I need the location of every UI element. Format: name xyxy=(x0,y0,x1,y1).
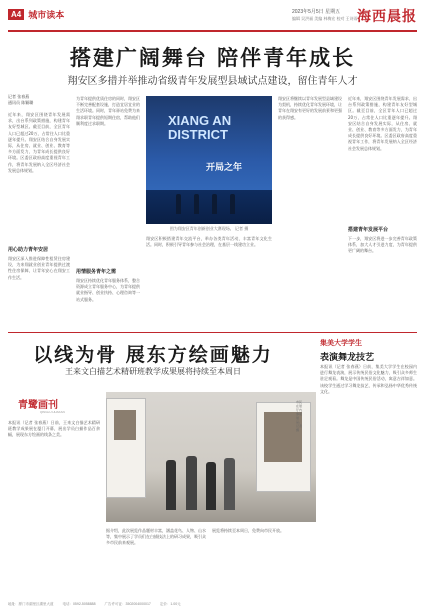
visitor-figure xyxy=(206,462,216,510)
photo-stage xyxy=(146,190,272,224)
sidebar-headline: 表演舞龙技艺 xyxy=(320,353,375,363)
section-badge xyxy=(8,8,64,21)
article1-col4b: 下一步，翔安区将进一步完善青年政策体系，加大人才引进力度，为青年提供更广阔的舞台。 xyxy=(348,236,417,254)
footer-phone: 电话：0592-5058888 xyxy=(62,602,96,606)
sidebar-body: 本报讯（记者 张春燕）日前，集美大学学生在校园内进行舞龙表演，展示传统民俗文化魅力，吸引众多师生驻足观看。舞龙是中国传统民俗活动，寓意吉祥如意。该校学生通过学习舞龙技艺，传承和弘扬中华优秀传统文化。 xyxy=(320,364,417,394)
article1-subtitle: 翔安区多措并举推动省级青年发展型县域试点建设，留住青年人才 xyxy=(67,76,358,87)
article2-col1: 本报讯（记者 张春燕）日前，王来文白描艺术精研班教学成果展在厦门开幕，展出学员白描作品百余幅，展现东方绘画的线条之美。 xyxy=(8,420,100,438)
footer-price: 定价：1.00元 xyxy=(159,602,181,606)
photo-person xyxy=(230,194,235,214)
article1-subhead3: 搭建青年发展平台 xyxy=(348,227,389,233)
article1-col1: 近年来，翔安区围绕青年发展需求，出台系列政策措施，构建青年友好型城区。截至目前，全区青年人口已超过20万，占常住人口比重逐年提升。翔安区结合自身发展实际，从住房、就业、创业、教育等多方面发力，为青年成长提供良好环境。区委区政府高度重视青年工作，将青年发展纳入全区经济社会发展总体规划。 xyxy=(8,112,70,173)
article1-photo-caption: 图为翔安区青年创新创业大赛现场。 记者 摄 xyxy=(169,226,249,231)
photo-person xyxy=(176,194,181,214)
article2-col3: 展览将持续至本周日，免费向市民开放。 xyxy=(212,528,284,533)
article1-col3: 翔安区积极搭建青年交流平台，举办各类青年活动，丰富青年文化生活。同时，积极引导青年参与社会治理，在基层一线建功立业。 xyxy=(146,236,272,248)
article1-subhead2: 用情服务青年之需 xyxy=(76,269,117,275)
artwork xyxy=(114,410,136,440)
section-number: A4 xyxy=(8,9,24,20)
article1-byline xyxy=(8,94,33,106)
calligraphy-logo: 青鹭画刊 xyxy=(18,400,58,411)
photo-person xyxy=(194,194,199,214)
byline-reporter: 记者 张春燕 xyxy=(8,94,30,99)
article2-title: 以线为骨 展东方绘画魅力 xyxy=(33,344,273,366)
header-rule xyxy=(8,30,417,32)
article1-col1b: 翔安区深入推进保障性租赁住房建设，为来翔就业创业青年提供过渡性住房保障，让青年安心在翔安工作生活。 xyxy=(8,256,70,280)
article1-col4: 翔安区将继续以青年发展型县域建设为契机，持续优化青年发展环境，让青年在翔安有更好的发展前景和更强的获得感。 xyxy=(278,96,342,120)
article1-photo xyxy=(146,96,272,224)
article2-photo-caption: 市民在展厅内参观展品。 记者 摄 xyxy=(296,400,303,432)
issue-date: 2023年5月5日 星期五 xyxy=(292,9,341,15)
visitor-figure xyxy=(166,460,176,510)
page-header xyxy=(8,6,417,30)
article1-title: 搭建广阔舞台 陪伴青年成长 xyxy=(69,46,356,70)
article1-col2b: 翔安区持续优化青年服务体系，整合资源成立青年服务中心，为青年提供就业指导、创业扶持、心理咨询等一站式服务。 xyxy=(76,278,140,302)
article2-photo xyxy=(106,392,316,522)
section-divider xyxy=(8,332,417,333)
footer-license: 广告许可证：3502004000017 xyxy=(104,602,151,606)
editor-credits: 编辑 吴洪福 美编 林梅宏 校对 王诗雨 xyxy=(292,16,358,21)
section-name: 城市读本 xyxy=(28,11,65,21)
article1-subhead1: 用心助力青年安居 xyxy=(8,247,49,253)
footer-address: 地址：厦门市湖里区湖里大道 xyxy=(8,602,54,606)
visitor-figure xyxy=(186,456,197,510)
photo-seal-text: 开局之年 xyxy=(206,163,243,173)
visitor-figure xyxy=(224,458,235,510)
page-footer xyxy=(8,602,417,607)
article1-col2: 为青年提供优质住房的同时，翔安区不断完善配套设施，打造宜居宜业的生活环境。同时，青年驿站免费为来翔求职青年提供短期住宿，帮助他们顺利度过求职期。 xyxy=(76,96,140,126)
sidebar-kicker: 集美大学学生 xyxy=(320,339,362,347)
newspaper-logo: 海西晨报 xyxy=(357,9,417,25)
calligraphy-subtitle: QINGLU HUAKAN xyxy=(40,410,65,414)
byline-correspondent: 通讯员 陈颖璐 xyxy=(8,100,34,105)
photo-stage-text: XIANG AN DISTRICT xyxy=(168,113,232,142)
article1-col5: 近年来，翔安区围绕青年发展需求，出台系列政策措施，构建青年友好型城区。截至目前，全区青年人口已超过20万，占常住人口比重逐年提升。翔安区结合自身发展实际，从住房、就业、创业、教育等多方面发力，为青年成长提供良好环境。区委区政府高度重视青年工作，将青年发展纳入全区经济社会发展总体规划。 xyxy=(348,96,417,151)
sidebar-header xyxy=(320,338,417,363)
photo-person xyxy=(212,194,217,214)
article2-subtitle: 王来文白描艺术精研班教学成果展将持续至本周日 xyxy=(65,367,241,376)
article2-col2: 据介绍，此次展览作品题材丰富，涵盖花鸟、人物、山水等，集中展示了学员们在白描技法上的研习成果，吸引众多市民前来观展。 xyxy=(106,528,206,546)
